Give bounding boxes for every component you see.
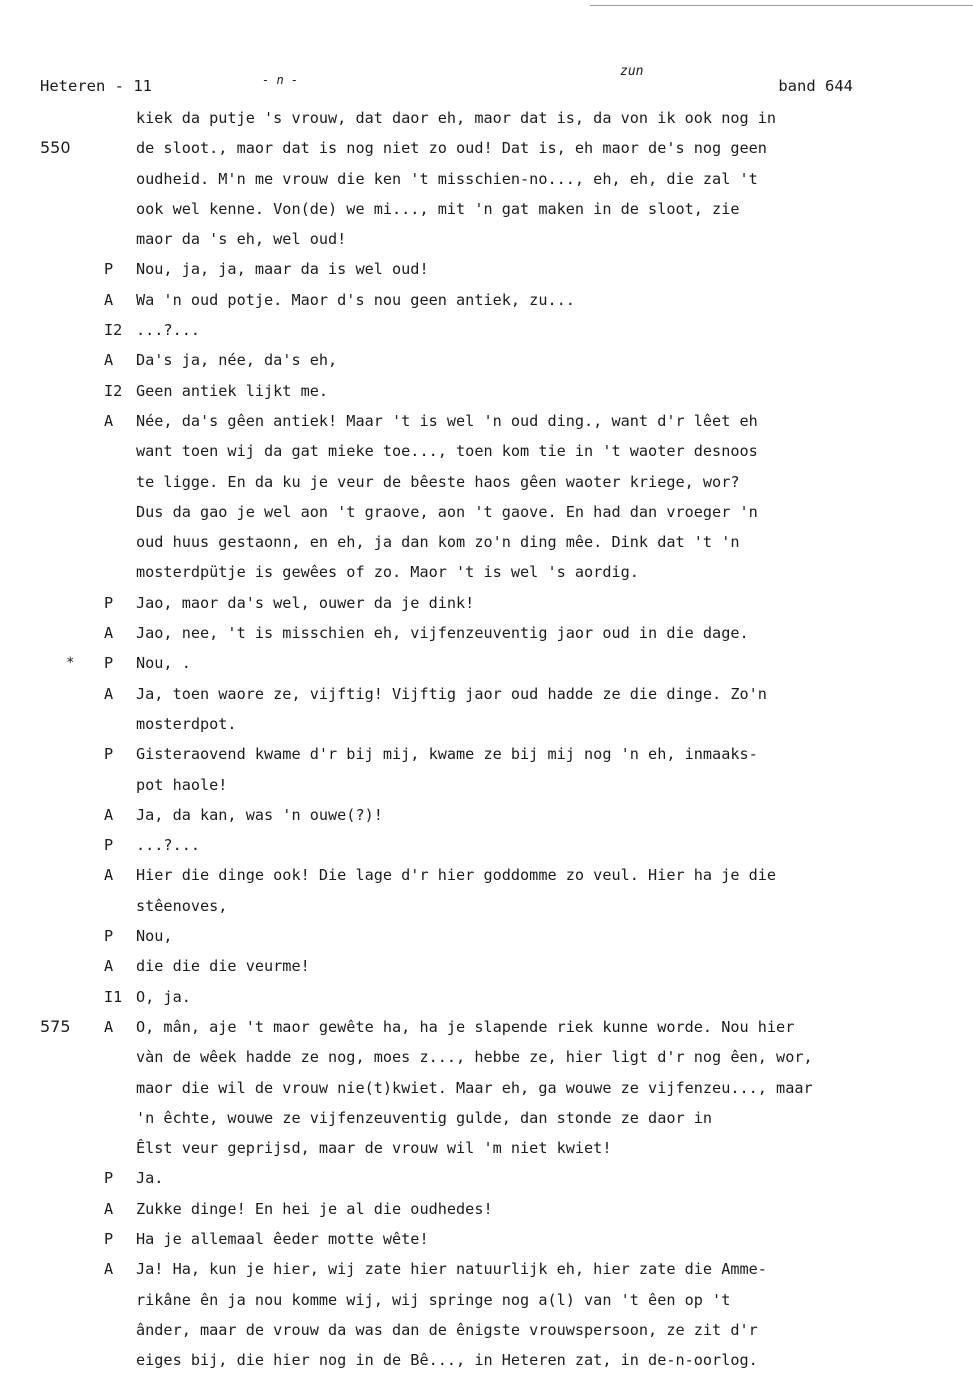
transcript-line	[0, 315, 973, 345]
line-number: 575	[40, 1016, 71, 1036]
transcript-line	[0, 467, 973, 497]
line-text: stêenoves,	[136, 896, 228, 915]
page-header	[40, 64, 853, 98]
speaker-label: A	[104, 624, 114, 643]
line-text: Ja, da kan, was 'n ouwe(?)!	[136, 805, 383, 824]
line-text: ook wel kenne. Von(de) we mi..., mit 'n gat maken in de sloot, zie	[136, 199, 740, 218]
transcript-line	[0, 1073, 973, 1103]
transcript-line	[0, 224, 973, 254]
speaker-label: I1	[104, 987, 123, 1006]
transcript-line	[0, 194, 973, 224]
transcript-line	[0, 557, 973, 587]
line-text: Geen antiek lijkt me.	[136, 381, 329, 400]
line-text: maor die wil de vrouw nie(t)kwiet. Maar eh, ga wouwe ze vijfenzeu..., maar	[136, 1078, 813, 1097]
line-text: rikâne ên ja nou komme wij, wij springe nog a(l) van 't êen op 't	[136, 1290, 731, 1309]
transcript-line	[0, 982, 973, 1012]
line-text: Nou, ja, ja, maar da is wel oud!	[136, 260, 429, 279]
margin-star-mark: *	[66, 655, 75, 672]
speaker-label: A	[104, 290, 114, 309]
line-text: Ja! Ha, kun je hier, wij zate hier natuurlijk eh, hier zate die Amme-	[136, 1260, 767, 1279]
line-text: Ja.	[136, 1169, 164, 1188]
speaker-label: A	[104, 411, 114, 430]
line-text: mosterdpütje is gewêes of zo. Maor 't is wel 's aordig.	[136, 563, 639, 582]
line-text: Gisteraovend kwame d'r bij mij, kwame ze bij mij nog 'n eh, inmaaks-	[136, 745, 758, 764]
line-text: Jao, maor da's wel, ouwer da je dink!	[136, 593, 475, 612]
line-text: Jao, nee, 't is misschien eh, vijfenzeuventig jaor oud in die dage.	[136, 624, 749, 643]
line-text: oud huus gestaonn, en eh, ja dan kom zo'n ding mêe. Dink dat 't 'n	[136, 533, 740, 552]
speaker-label: P	[104, 836, 114, 855]
line-text: Nou,	[136, 927, 173, 946]
transcript-body	[0, 103, 973, 1375]
line-text: oudheid. M'n me vrouw die ken 't misschien-no..., eh, eh, die zal 't	[136, 169, 758, 188]
transcript-line	[0, 1012, 973, 1042]
line-text: Zukke dinge! En hei je al die oudhedes!	[136, 1199, 493, 1218]
transcript-line	[0, 770, 973, 800]
line-text: vàn de wêek hadde ze nog, moes z..., hebbe ze, hier ligt d'r nog êen, wor,	[136, 1048, 813, 1067]
transcript-line	[0, 103, 973, 133]
transcript-line	[0, 1285, 973, 1315]
transcript-line	[0, 285, 973, 315]
transcript-line	[0, 254, 973, 284]
header-band-number: band 644	[778, 77, 853, 95]
transcript-line	[0, 133, 973, 163]
line-text: Nou, .	[136, 654, 191, 673]
line-number: 550	[40, 138, 71, 158]
line-text: kiek da putje 's vrouw, dat daor eh, maor dat is, da von ik ook nog in	[136, 109, 777, 127]
speaker-label: A	[104, 866, 114, 885]
line-text: te ligge. En da ku je veur de bêeste haos gêen waoter kriege, wor?	[136, 472, 740, 491]
transcript-line	[0, 345, 973, 375]
speaker-label: I2	[104, 381, 123, 400]
speaker-label: P	[104, 1229, 114, 1248]
transcript-line	[0, 679, 973, 709]
transcript-line	[0, 1163, 973, 1193]
transcript-line	[0, 618, 973, 648]
speaker-label: P	[104, 927, 114, 946]
transcript-line	[0, 436, 973, 466]
transcript-line	[0, 891, 973, 921]
speaker-label: P	[104, 1169, 114, 1188]
transcript-line	[0, 951, 973, 981]
transcript-line	[0, 800, 973, 830]
line-text: Dus da gao je wel aon 't graove, aon 't gaove. En had dan vroeger 'n	[136, 502, 758, 521]
header-place: Heteren - 11	[40, 77, 152, 95]
line-text: ânder, maar de vrouw da was dan de ênigste vrouwspersoon, ze zit d'r	[136, 1320, 758, 1339]
speaker-label: P	[104, 260, 114, 279]
line-text: 'n êchte, wouwe ze vijfenzeuventig gulde, dan stonde ze daor in	[136, 1108, 713, 1127]
line-text: Née, da's gêen antiek! Maar 't is wel 'n oud ding., want d'r lêet eh	[136, 411, 758, 430]
line-text: de sloot., maor dat is nog niet zo oud! Dat is, eh maor de's nog geen	[136, 139, 767, 158]
transcript-line	[0, 1133, 973, 1163]
line-text: pot haole!	[136, 775, 228, 794]
transcript-line	[0, 648, 973, 678]
transcript-line	[0, 1315, 973, 1345]
speaker-label: P	[104, 654, 114, 673]
line-text: eiges bij, die hier nog in de Bê..., in Heteren zat, in de-n-oorlog.	[136, 1351, 758, 1370]
transcript-line	[0, 739, 973, 769]
transcript-line	[0, 376, 973, 406]
transcript-line	[0, 164, 973, 194]
speaker-label: P	[104, 593, 114, 612]
line-text: ...?...	[136, 321, 201, 340]
speaker-label: A	[104, 1017, 114, 1036]
top-rule	[590, 5, 973, 6]
transcript-line	[0, 497, 973, 527]
transcript-line	[0, 1224, 973, 1254]
transcript-line	[0, 1194, 973, 1224]
line-text: mosterdpot.	[136, 714, 237, 733]
line-text: O, ja.	[136, 987, 191, 1006]
line-text: Ja, toen waore ze, vijftig! Vijftig jaor oud hadde ze die dinge. Zo'n	[136, 684, 767, 703]
transcript-line	[0, 1254, 973, 1284]
speaker-label: I2	[104, 321, 123, 340]
transcript-line	[0, 921, 973, 951]
transcript-line	[0, 527, 973, 557]
speaker-label: A	[104, 351, 114, 370]
transcript-line	[0, 1042, 973, 1072]
transcript-line	[0, 830, 973, 860]
line-text: Hier die dinge ook! Die lage d'r hier goddomme zo veul. Hier ha je die	[136, 866, 777, 885]
speaker-label: A	[104, 805, 114, 824]
transcript-line	[0, 406, 973, 436]
line-text: Êlst veur geprijsd, maar de vrouw wil 'm niet kwiet!	[136, 1139, 612, 1158]
line-text: ...?...	[136, 836, 201, 855]
speaker-label: A	[104, 684, 114, 703]
line-text: Wa 'n oud potje. Maor d's nou geen antiek, zu...	[136, 290, 575, 309]
speaker-label: A	[104, 1260, 114, 1279]
header-handwritten-correction: zun	[620, 64, 644, 79]
speaker-label: P	[104, 745, 114, 764]
speaker-label: A	[104, 957, 114, 976]
header-handwritten-mark: - n -	[262, 73, 299, 87]
line-text: Da's ja, née, da's eh,	[136, 351, 338, 370]
line-text: want toen wij da gat mieke toe..., toen kom tie in 't waoter desnoos	[136, 442, 758, 461]
line-text: O, mân, aje 't maor gewête ha, ha je slapende riek kunne worde. Nou hier	[136, 1017, 795, 1036]
line-text: maor da 's eh, wel oud!	[136, 230, 347, 249]
line-text: die die die veurme!	[136, 957, 310, 976]
transcript-line	[0, 860, 973, 890]
transcript-line	[0, 1345, 973, 1375]
transcript-line	[0, 709, 973, 739]
speaker-label: A	[104, 1199, 114, 1218]
transcript-line	[0, 1103, 973, 1133]
transcript-line	[0, 588, 973, 618]
line-text: Ha je allemaal êeder motte wête!	[136, 1229, 429, 1248]
